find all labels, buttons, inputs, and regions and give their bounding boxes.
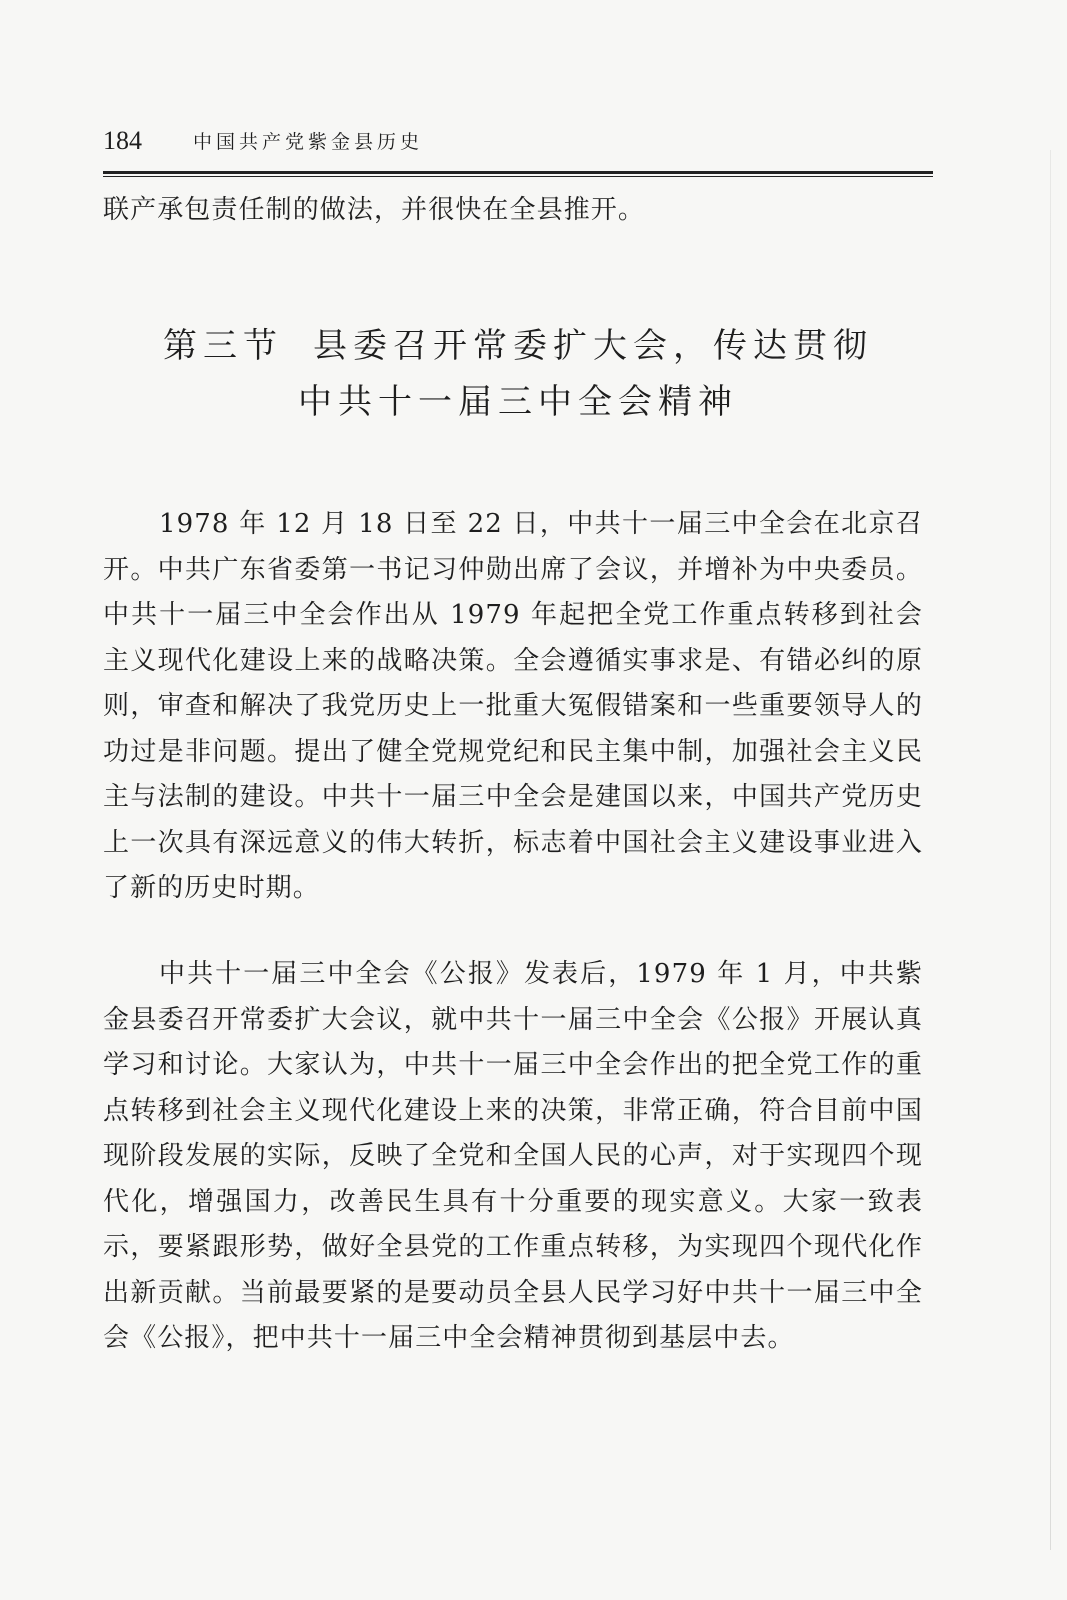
- running-header: [103, 124, 933, 164]
- header-rule-thick: [103, 171, 933, 174]
- header-rule-thin: [103, 176, 933, 177]
- page-number: 184: [103, 126, 142, 155]
- section-heading-line-1: [103, 318, 933, 374]
- body-paragraph: 1978 年 12 月 18 日至 22 日，中共十一届三中全会在北京召开。中共广东省委第一书记习仲勋出席了会议，并增补为中央委员。中共十一届三中全会作出从 1979 年起把全党工作重点转移到社会主义现代化建设上来的战略决策。全会遵循实事求是、有错必纠的原则，审查和解决了我党历史上一批重大冤假错案和一些重要领导人的功过是非问题。提出了健全党规党纪和民主集中制，加强社会主义民主与法制的建设。中共十一届三中全会是建国以来，中国共产党历史上一次具有深远意义的伟大转折，标志着中国社会主义建设事业进入了新的历史时期。: [103, 509, 923, 903]
- section-title-line-1: 县委召开常委扩大会，传达贯彻: [313, 326, 873, 366]
- scan-edge-shadow: [1050, 150, 1051, 1550]
- section-heading: [103, 318, 933, 430]
- section-label: 第三节: [163, 326, 283, 366]
- book-title: 中国共产党紫金县历史: [193, 131, 424, 153]
- body-paragraph: 中共十一届三中全会《公报》发表后，1979 年 1 月，中共紫金县委召开常委扩大会议，就中共十一届三中全会《公报》开展认真学习和讨论。大家认为，中共十一届三中全会作出的把全党工作的重点转移到社会主义现代化建设上来的决策，非常正确，符合目前中国现阶段发展的实际，反映了全党和全国人民的心声，对于实现四个现代化，增强国力，改善民生具有十分重要的现实意义。大家一致表示，要紧跟形势，做好全县党的工作重点转移，为实现四个现代化作出新贡献。当前最要紧的是要动员全县人民学习好中共十一届三中全会《公报》，把中共十一届三中全会精神贯彻到基层中去。: [103, 959, 923, 1353]
- section-title-line-2: 中共十一届三中全会精神: [298, 382, 738, 422]
- continued-paragraph: 联产承包责任制的做法，并很快在全县推开。: [103, 195, 646, 225]
